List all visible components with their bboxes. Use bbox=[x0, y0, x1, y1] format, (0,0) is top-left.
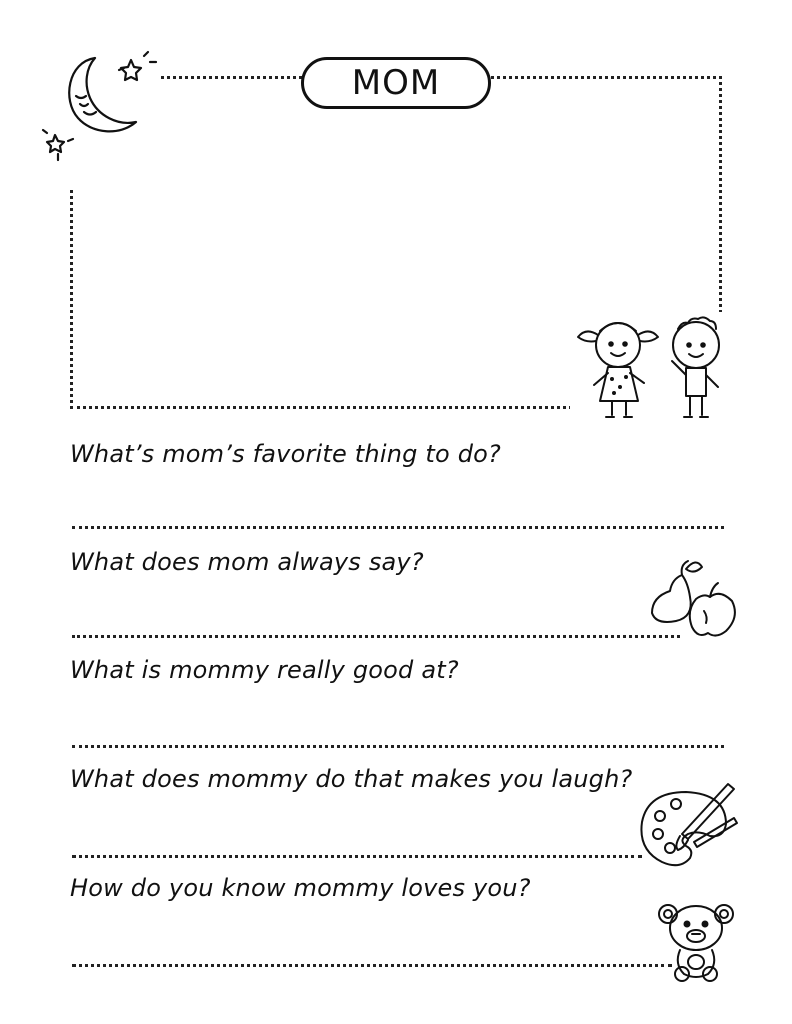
answer-line-4[interactable] bbox=[72, 855, 642, 858]
answer-line-2[interactable] bbox=[72, 635, 680, 638]
fruit-icon bbox=[642, 555, 742, 645]
question-favorite-thing: What’s mom’s favorite thing to do? bbox=[70, 440, 501, 468]
page-title: MOM bbox=[351, 63, 441, 103]
children-icon bbox=[570, 315, 750, 425]
moon-and-stars-icon bbox=[40, 48, 160, 168]
paint-palette-icon bbox=[636, 776, 746, 871]
teddy-bear-icon bbox=[654, 900, 738, 982]
answer-line-1[interactable] bbox=[72, 526, 724, 529]
answer-line-5[interactable] bbox=[72, 964, 672, 967]
question-always-say: What does mom always say? bbox=[70, 548, 424, 576]
answer-line-3[interactable] bbox=[72, 745, 724, 748]
question-makes-laugh: What does mommy do that makes you laugh? bbox=[70, 765, 633, 793]
question-good-at: What is mommy really good at? bbox=[70, 656, 459, 684]
title-badge bbox=[301, 57, 491, 109]
question-loves-you: How do you know mommy loves you? bbox=[70, 874, 531, 902]
